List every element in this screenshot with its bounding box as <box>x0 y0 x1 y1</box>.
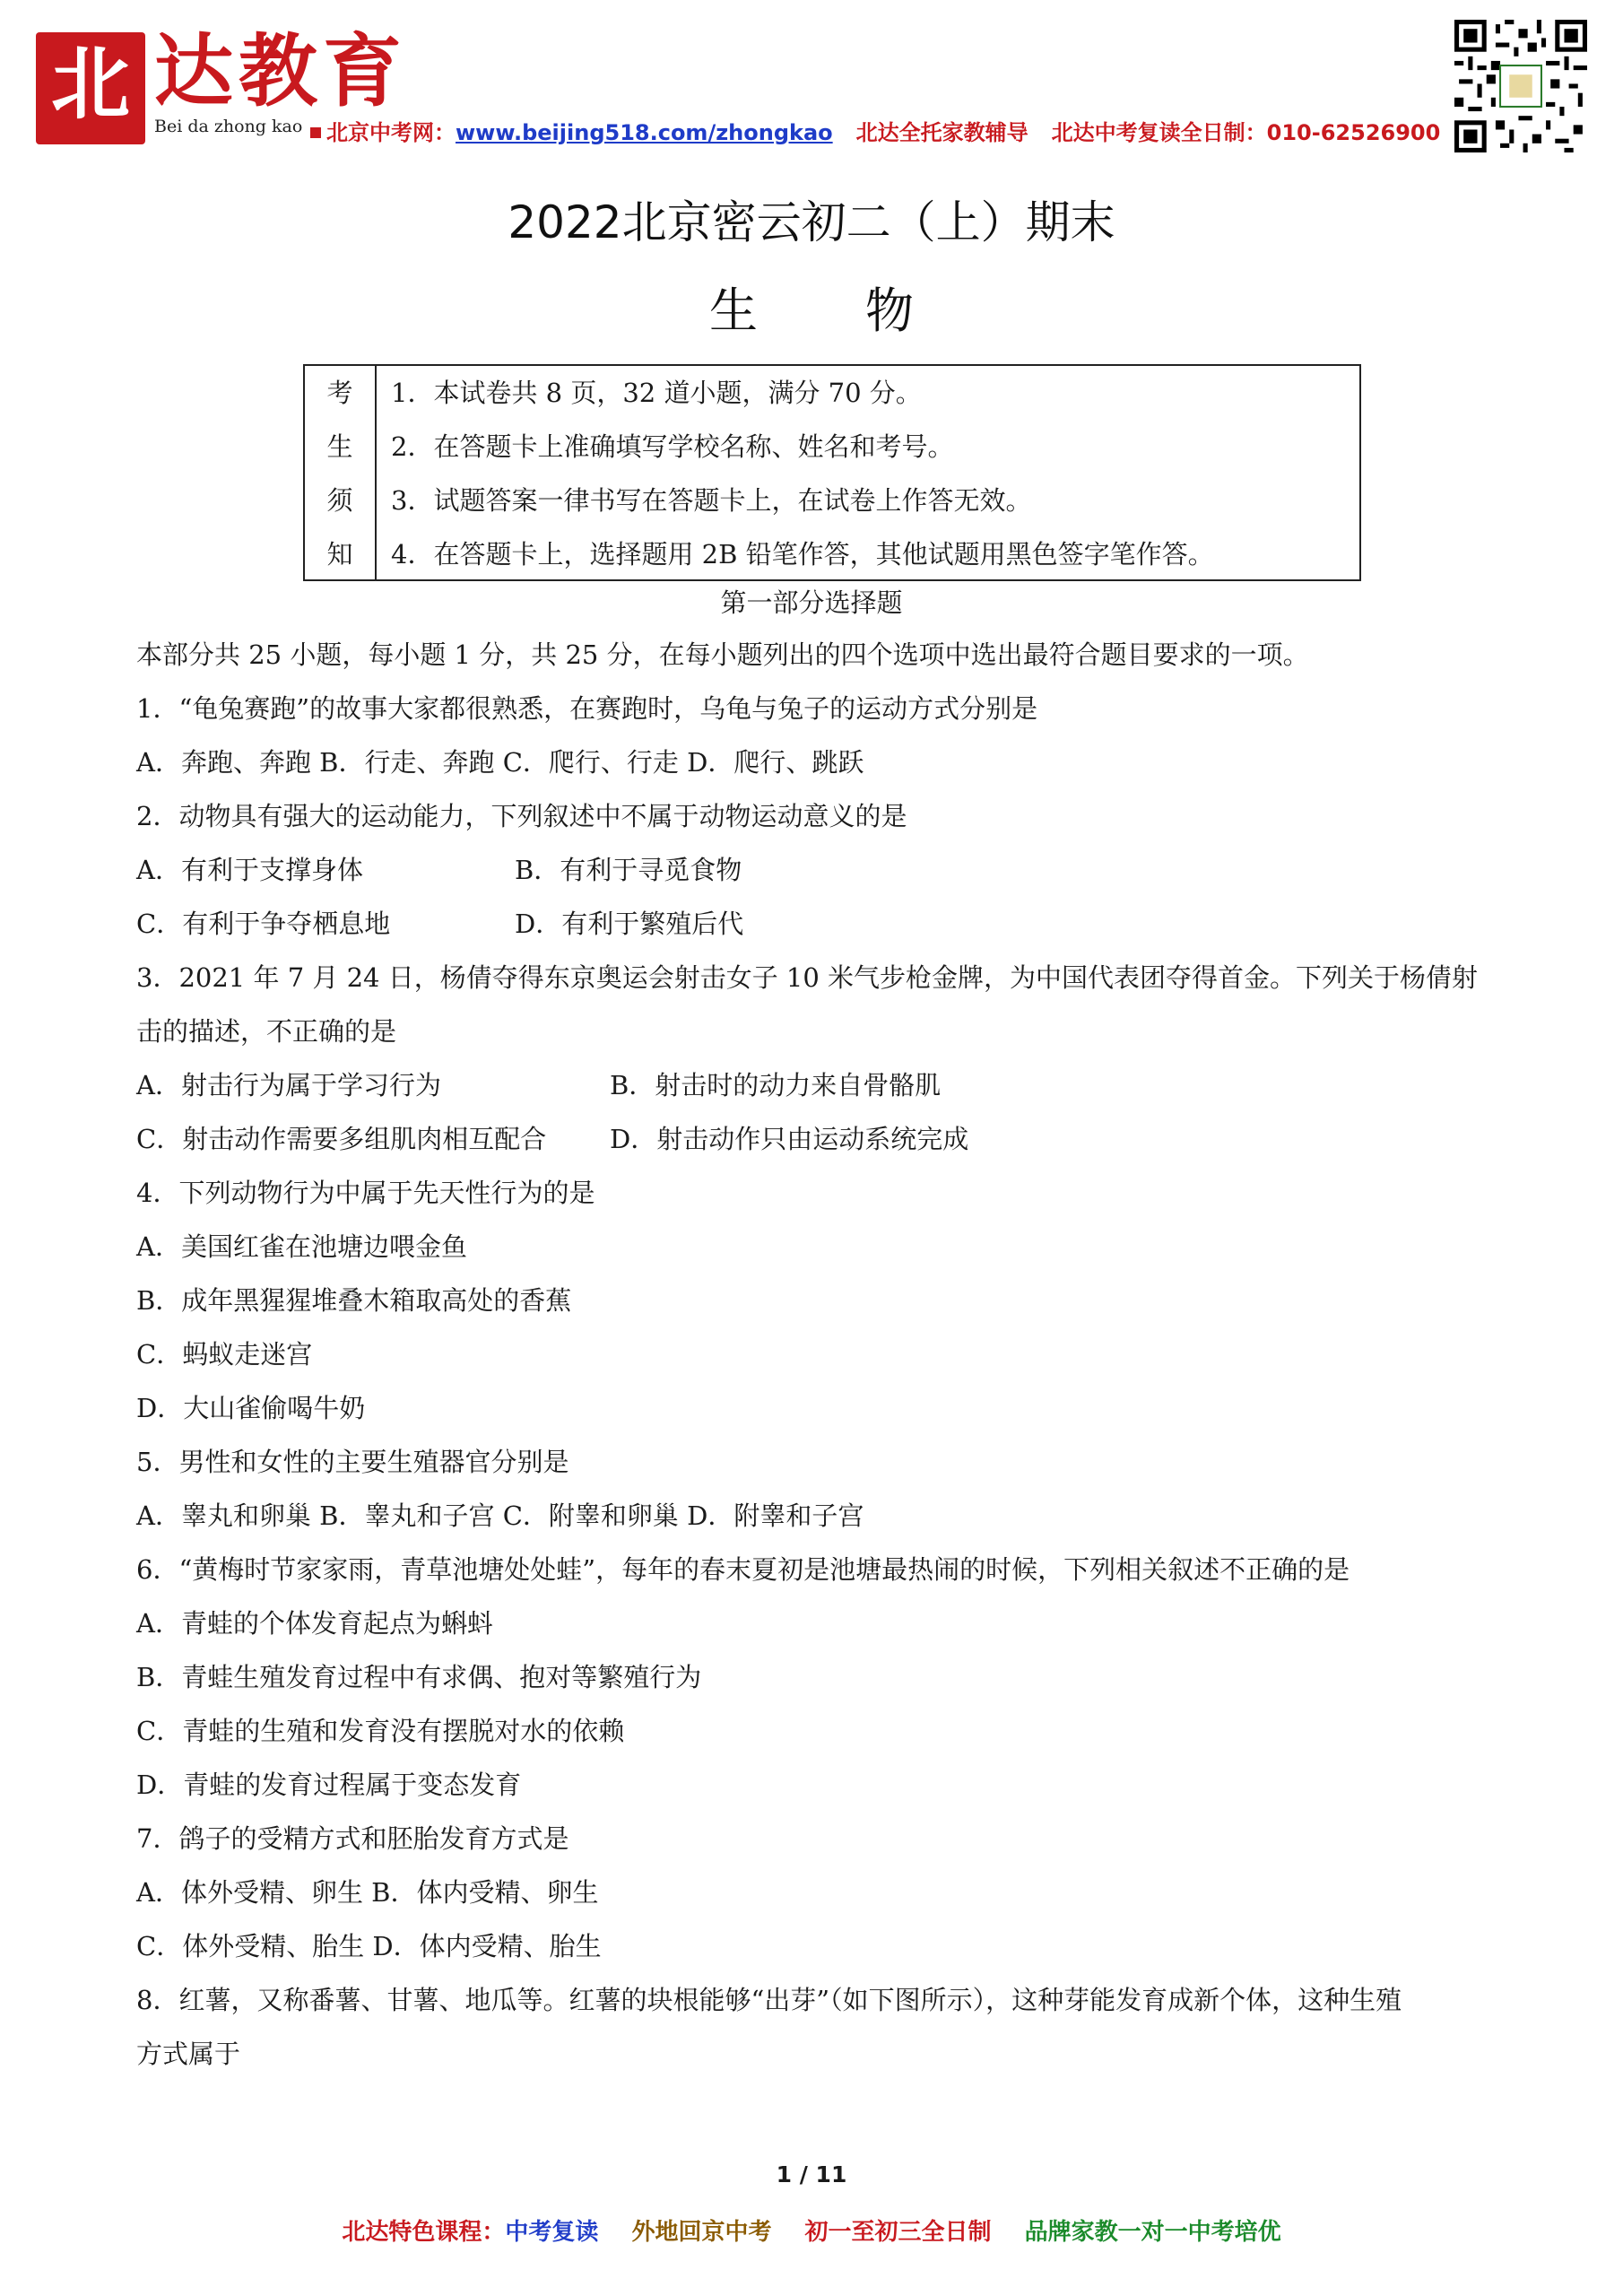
header-info-bar <box>310 115 1440 146</box>
notice-side-char: 知 <box>326 539 353 570</box>
logo-pinyin: Bei da zhong kao <box>154 117 303 136</box>
question-3-line-1: 3．2021 年 7 月 24 日，杨倩夺得东京奥运会射击女子 10 米气步枪金牌，为中国代表团夺得首金。下列关于杨倩射 <box>136 962 1479 993</box>
question-2: 2．动物具有强大的运动能力，下列叙述中不属于动物运动意义的是 <box>136 801 907 831</box>
logo-badge <box>36 32 145 144</box>
option-a: A．射击行为属于学习行为 <box>136 1070 441 1100</box>
site-link[interactable]: www.beijing518.com/zhongkao <box>456 120 833 145</box>
question-7: 7．鸽子的受精方式和胚胎发育方式是 <box>136 1823 569 1854</box>
question-8-line-1: 8．红薯，又称番薯、甘薯、地瓜等。红薯的块根能够“出芽”（如下图所示），这种芽能发育成新个体，这种生殖 <box>136 1985 1402 2015</box>
option-d: D．射击动作只由运动系统完成 <box>610 1124 969 1154</box>
promo-tutoring: 北达全托家教辅导 <box>855 120 1028 145</box>
question-4: 4．下列动物行为中属于先天性行为的是 <box>136 1178 595 1208</box>
option-c: C．青蛙的生殖和发育没有摆脱对水的依赖 <box>136 1716 625 1746</box>
notice-rule: 4．在答题卡上，选择题用 2B 铅笔作答，其他试题用黑色签字笔作答。 <box>391 539 1214 570</box>
site-label: 北京中考网： <box>326 120 456 145</box>
question-8-line-2: 方式属于 <box>136 2039 241 2069</box>
option-c: C．蚂蚁走迷宫 <box>136 1339 313 1370</box>
footer-courses <box>0 2213 1623 2247</box>
question-7-options-ab: A．体外受精、卵生 B．体内受精、卵生 <box>136 1877 599 1908</box>
phone-number: 010-62526900 <box>1266 120 1441 145</box>
option-a: A．美国红雀在池塘边喂金鱼 <box>136 1231 467 1262</box>
option-b: B．成年黑猩猩堆叠木箱取高处的香蕉 <box>136 1285 572 1316</box>
question-5: 5．男性和女性的主要生殖器官分别是 <box>136 1447 569 1477</box>
notice-rule: 3．试题答案一律书写在答题卡上，在试卷上作答无效。 <box>391 485 1032 516</box>
notice-rule: 1．本试卷共 8 页，32 道小题，满分 70 分。 <box>391 378 922 408</box>
square-bullet-icon <box>310 127 321 138</box>
footer-label: 北达特色课程： <box>342 2219 506 2246</box>
option-b: B．青蛙生殖发育过程中有求偶、抱对等繁殖行为 <box>136 1662 702 1692</box>
subject-title: 生物 <box>709 283 1021 339</box>
footer-item: 外地回京中考 <box>631 2219 772 2246</box>
question-1: 1．“龟兔赛跑”的故事大家都很熟悉，在赛跑时，乌龟与兔子的运动方式分别是 <box>136 693 1038 724</box>
logo-text: 达教育 <box>154 25 408 117</box>
option-c: C．有利于争夺栖息地 <box>136 909 391 939</box>
notice-side-char: 考 <box>326 378 353 408</box>
question-1-options: A．奔跑、奔跑 B．行走、奔跑 C．爬行、行走 D．爬行、跳跃 <box>136 747 864 778</box>
option-a: A．青蛙的个体发育起点为蝌蚪 <box>136 1608 493 1639</box>
option-d: D．有利于繁殖后代 <box>515 909 744 939</box>
notice-rules <box>391 366 1214 581</box>
option-d: D．大山雀偷喝牛奶 <box>136 1393 366 1423</box>
option-b: B．射击时的动力来自骨骼肌 <box>610 1070 942 1100</box>
qr-code-icon <box>1454 20 1587 152</box>
notice-side-char: 生 <box>326 431 353 462</box>
question-7-options-cd: C．体外受精、胎生 D．体内受精、胎生 <box>136 1931 602 1961</box>
option-b: B．有利于寻觅食物 <box>515 855 742 885</box>
option-a: A．有利于支撑身体 <box>136 855 363 885</box>
section-title: 第一部分选择题 <box>720 587 903 618</box>
notice-side-char: 须 <box>326 485 353 516</box>
question-3-line-2: 击的描述，不正确的是 <box>136 1016 397 1047</box>
section-intro: 本部分共 25 小题，每小题 1 分，共 25 分，在每小题列出的四个选项中选出最符合题目要求的一项。 <box>136 639 1309 670</box>
option-d: D．青蛙的发育过程属于变态发育 <box>136 1770 522 1800</box>
question-5-options: A．睾丸和卵巢 B．睾丸和子宫 C．附睾和卵巢 D．附睾和子宫 <box>136 1500 864 1531</box>
exam-title: 2022北京密云初二（上）期末 <box>508 196 1115 248</box>
footer-item: 品牌家教一对一中考培优 <box>1024 2219 1281 2246</box>
option-c: C．射击动作需要多组肌肉相互配合 <box>136 1124 547 1154</box>
promo-repeat: 北达中考复读全日制： <box>1051 120 1267 145</box>
notice-rule: 2．在答题卡上准确填写学校名称、姓名和考号。 <box>391 431 954 462</box>
logo-glyph: 北 <box>50 38 130 130</box>
notice-side-label <box>305 366 377 579</box>
page-number: 1 / 11 <box>776 2161 847 2187</box>
footer-item: 中考复读 <box>505 2219 599 2246</box>
question-6: 6．“黄梅时节家家雨，青草池塘处处蛙”，每年的春末夏初是池塘最热闹的时候，下列相关叙述不正确的是 <box>136 1554 1350 1585</box>
notice-box <box>303 364 1361 581</box>
footer-item: 初一至初三全日制 <box>804 2219 992 2246</box>
